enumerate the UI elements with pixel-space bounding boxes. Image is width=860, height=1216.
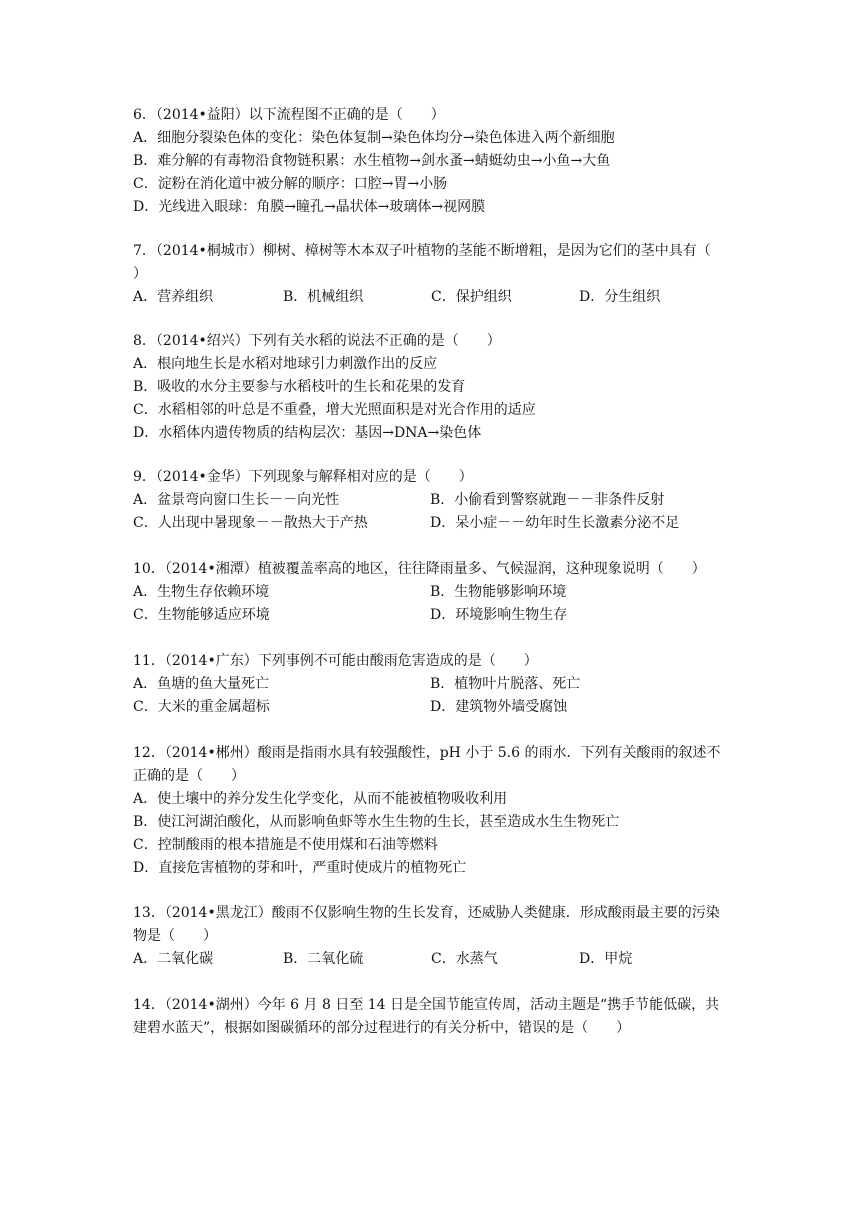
question-stem: 11．（2014•广东）下列事例不可能由酸雨危害造成的是（ ）	[133, 653, 538, 669]
question-12	[133, 742, 733, 880]
option-a: A．细胞分裂染色体的变化：染色体复制→染色体均分→染色体进入两个新细胞	[133, 130, 615, 146]
option-list	[133, 948, 733, 971]
question-6	[133, 104, 733, 219]
option-d: D．呆小症－－幼年时生长激素分泌不足	[430, 515, 680, 531]
option-list	[133, 581, 733, 627]
option-a: A．鱼塘的鱼大量死亡	[133, 676, 270, 692]
question-13	[133, 902, 733, 971]
option-d: D．建筑物外墙受腐蚀	[430, 699, 568, 715]
option-list	[133, 353, 733, 445]
option-b: B．植物叶片脱落、死亡	[430, 676, 581, 692]
question-stem: 8．（2014•绍兴）下列有关水稻的说法不正确的是（ ）	[133, 333, 501, 349]
option-list	[133, 673, 733, 719]
question-stem: 10．（2014•湘潭）植被覆盖率高的地区，往往降雨量多、气候湿润，这种现象说明（ ）	[133, 561, 706, 577]
option-list	[133, 127, 733, 219]
option-b: B．吸收的水分主要参与水稻枝叶的生长和花果的发育	[133, 379, 466, 395]
option-a: A．二氧化碳	[133, 951, 214, 967]
option-d: D．甲烷	[579, 951, 633, 967]
option-c: C．保护组织	[431, 289, 512, 305]
option-c: C．控制酸雨的根本措施是不使用煤和石油等燃料	[133, 837, 438, 853]
option-list	[133, 788, 733, 880]
question-stem: 7．（2014•桐城市）柳树、樟树等木本双子叶植物的茎能不断增粗，是因为它们的茎中具有（ ）	[133, 243, 739, 282]
option-d: D．分生组织	[579, 289, 661, 305]
question-stem: 14．（2014•湖州）今年 6 月 8 日至 14 日是全国节能宣传周，活动主题是“携手节能低碳，共建碧水蓝天”，根据如图碳循环的部分过程进行的有关分析中，错误的是（ ）	[133, 997, 720, 1036]
question-stem: 12．（2014•郴州）酸雨是指雨水具有较强酸性，pH 小于 5.6 的雨水．下列有关酸雨的叙述不正确的是（ ）	[133, 745, 721, 784]
option-c: C．生物能够适应环境	[133, 607, 270, 623]
option-a: A．生物生存依赖环境	[133, 584, 270, 600]
option-list	[133, 286, 733, 309]
option-d: D．光线进入眼球：角膜→瞳孔→晶状体→玻璃体→视网膜	[133, 199, 486, 215]
option-d: D．直接危害植物的芽和叶，严重时使成片的植物死亡	[133, 860, 467, 876]
question-11	[133, 650, 733, 719]
option-b: B．机械组织	[283, 289, 364, 305]
question-stem: 13．（2014•黑龙江）酸雨不仅影响生物的生长发育，还威胁人类健康．形成酸雨最主要的污染物是（ ）	[133, 905, 720, 944]
option-a: A．根向地生长是水稻对地球引力刺激作出的反应	[133, 356, 438, 372]
option-b: B．难分解的有毒物沿食物链积累：水生植物→剑水蚤→蜻蜓幼虫→小鱼→大鱼	[133, 153, 611, 169]
question-7	[133, 240, 739, 309]
option-a: A．使土壤中的养分发生化学变化，从而不能被植物吸收利用	[133, 791, 508, 807]
option-c: C．水蒸气	[431, 951, 498, 967]
option-b: B．使江河湖泊酸化，从而影响鱼虾等水生生物的生长，甚至造成水生生物死亡	[133, 814, 620, 830]
option-b: B．二氧化硫	[283, 951, 364, 967]
option-b: B．生物能够影响环境	[430, 584, 567, 600]
question-9	[133, 466, 733, 535]
option-list	[133, 489, 733, 535]
question-stem: 9．（2014•金华）下列现象与解释相对应的是（ ）	[133, 469, 473, 485]
option-c: C．人出现中暑现象－－散热大于产热	[133, 515, 368, 531]
option-d: D．水稻体内遗传物质的结构层次：基因→DNA→染色体	[133, 425, 482, 441]
question-8	[133, 330, 733, 445]
option-a: A．营养组织	[133, 289, 214, 305]
question-10	[133, 558, 733, 627]
option-c: C．大米的重金属超标	[133, 699, 270, 715]
option-a: A．盆景弯向窗口生长－－向光性	[133, 492, 340, 508]
option-d: D．环境影响生物生存	[430, 607, 568, 623]
option-c: C．水稻相邻的叶总是不重叠，增大光照面积是对光合作用的适应	[133, 402, 536, 418]
option-b: B．小偷看到警察就跑－－非条件反射	[430, 492, 665, 508]
question-stem: 6．（2014•益阳）以下流程图不正确的是（ ）	[133, 107, 445, 123]
option-c: C．淀粉在消化道中被分解的顺序：口腔→胃→小肠	[133, 176, 448, 192]
question-14	[133, 994, 733, 1040]
